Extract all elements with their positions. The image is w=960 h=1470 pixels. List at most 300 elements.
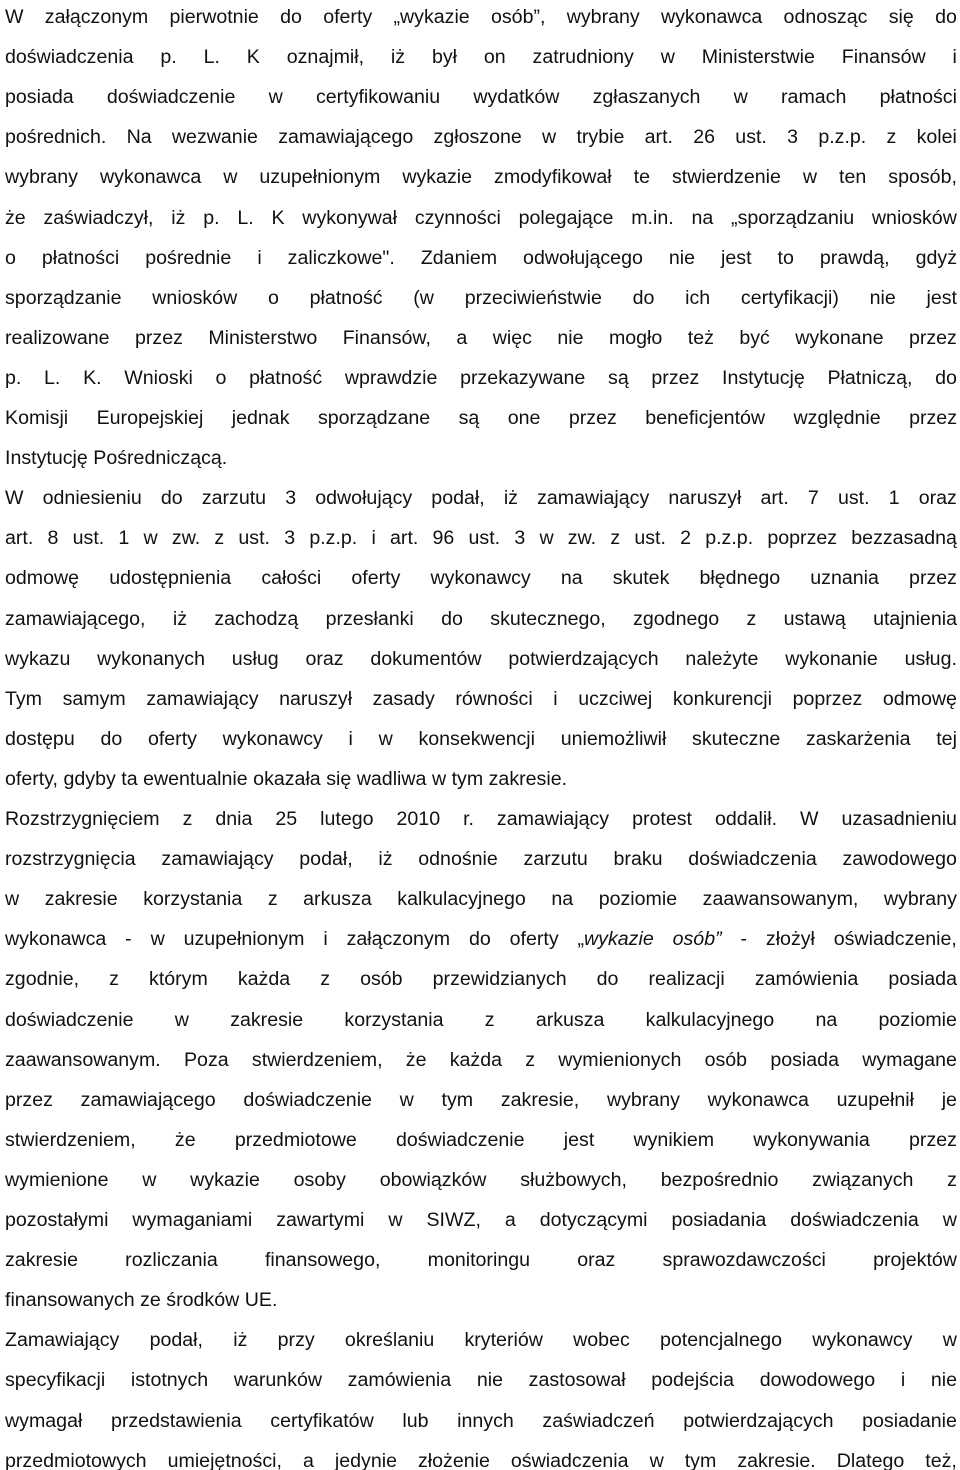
text-line [5, 363, 957, 393]
word: przez [909, 407, 957, 429]
word: kolei [916, 126, 957, 149]
word: na [691, 206, 714, 229]
word: Ministerstwie [701, 46, 815, 69]
word: stwierdzeniem, [251, 1048, 383, 1071]
word: jest [926, 286, 957, 309]
word: należyte [685, 647, 759, 670]
word: Wnioski [124, 366, 193, 389]
text-line [5, 243, 957, 273]
word: w [388, 1209, 403, 1231]
word: posiadanie [862, 1409, 957, 1432]
word: wynikiem [633, 1128, 715, 1151]
word: się [888, 6, 914, 28]
word: załączonym [346, 928, 451, 951]
word: nie [930, 1369, 957, 1392]
word: ramach [781, 86, 847, 109]
word: poprzez [792, 687, 863, 710]
word: W [800, 808, 819, 830]
word: i [952, 46, 957, 69]
word: art. [390, 527, 419, 550]
word: rozliczania [125, 1249, 218, 1272]
word: z [746, 607, 757, 630]
word: z [947, 1168, 957, 1191]
word: przedstawienia [110, 1409, 242, 1432]
word: w [660, 46, 675, 69]
word: okazała [253, 767, 321, 790]
word: na [560, 567, 583, 590]
word: zaświadczeń [542, 1409, 655, 1432]
word: z [267, 888, 278, 911]
word: 2010 [396, 808, 441, 830]
word: uzupełnionym [183, 928, 305, 951]
word: w [142, 1168, 157, 1191]
text-line [5, 563, 957, 593]
text-line [5, 2, 957, 32]
word: określaniu [344, 1329, 435, 1352]
word: całości [261, 567, 322, 590]
word: doświadczenie [5, 1008, 134, 1031]
word: 1 [888, 487, 900, 510]
word: projektów [873, 1249, 957, 1272]
word: iż [171, 206, 186, 229]
word: równości [455, 687, 533, 710]
word: na [815, 1008, 838, 1031]
word: kalkulacyjnego [645, 1008, 775, 1031]
word: zamawiającego [80, 1088, 216, 1111]
word: przy [277, 1329, 315, 1352]
word: wybrany [606, 1088, 680, 1111]
word: zamawiającego [278, 126, 414, 149]
text-line [5, 724, 957, 754]
word: ustawą [783, 607, 846, 630]
word: poziomie [878, 1008, 957, 1031]
word: finansowego, [264, 1249, 381, 1272]
word: załączonym [44, 6, 149, 28]
word: że [174, 1128, 196, 1151]
word: ust. [72, 527, 105, 550]
word: L. [44, 366, 61, 389]
word: gdyby [63, 767, 116, 790]
word: tym [684, 1449, 717, 1470]
word: zakresie. [488, 767, 568, 790]
text-line [5, 1085, 957, 1115]
word: stwierdzeniem, [5, 1128, 136, 1151]
word: arkusza [303, 888, 372, 911]
word: potwierdzających [683, 1409, 834, 1432]
text-line [5, 443, 957, 473]
word: do [632, 286, 655, 309]
word: polegające [518, 206, 614, 229]
word: przez [909, 567, 957, 590]
word: do [160, 487, 183, 510]
word: tej [936, 727, 957, 750]
word: gdyż [915, 246, 957, 269]
word: dostępu [5, 727, 75, 750]
word: odwołującego [523, 246, 643, 269]
word: w [649, 1449, 664, 1470]
word: uzupełnił [836, 1088, 914, 1111]
word: te [633, 166, 650, 189]
word: z [886, 126, 897, 149]
word: - [125, 928, 132, 951]
word: p. [160, 46, 177, 69]
word: wymienionych [558, 1048, 682, 1071]
word: zakresie, [500, 1088, 580, 1111]
word: a [504, 1209, 516, 1231]
word: a [302, 1449, 314, 1470]
word: podał, [431, 487, 485, 510]
word: w [268, 86, 283, 109]
word: Instytucję [5, 447, 88, 470]
word: bezpośrednio [660, 1168, 779, 1191]
word: Ministerstwo [208, 326, 318, 349]
word: przedmiotowe [234, 1128, 357, 1151]
word: wybrany [566, 6, 640, 28]
word: w [802, 166, 818, 189]
text-line [5, 1045, 957, 1075]
word: p.z.p. [818, 126, 867, 149]
word: rozstrzygnięcia [5, 848, 136, 871]
word: zamawiającego, [5, 607, 146, 630]
word: każda [237, 968, 291, 991]
word: z [320, 968, 331, 991]
word: do [596, 968, 619, 991]
word: wykonanych [97, 647, 205, 670]
word: wymaganiami [132, 1209, 253, 1231]
word: się [326, 767, 352, 790]
word: względnie [793, 407, 881, 429]
word: podał, [149, 1329, 203, 1352]
word: oferty [147, 727, 197, 750]
word: doświadczenia [5, 46, 134, 69]
word: wprawdzie [344, 366, 438, 389]
word: 25 [275, 808, 298, 830]
word: bezzasadną [851, 527, 957, 550]
word: zaawansowanym. [5, 1048, 161, 1071]
word: zmodyfikował [494, 166, 612, 189]
word: i [371, 527, 376, 550]
word: certyfikatów [270, 1409, 374, 1432]
word: pośrednich. [5, 126, 107, 149]
word: do [935, 366, 957, 389]
word: L. [237, 206, 254, 229]
word: „wykazie [577, 928, 654, 951]
word: oznajmił, [286, 46, 365, 69]
word: wobec [573, 1329, 630, 1352]
word: W [5, 6, 24, 28]
word: Tym [5, 687, 43, 710]
word: osób”, [490, 6, 546, 28]
word: konkurencji [672, 687, 772, 710]
word: ust. [468, 527, 501, 550]
word: zaawansowanym, [702, 888, 859, 911]
word: i [257, 246, 262, 269]
word: K [246, 46, 260, 69]
word: uzasadnieniu [841, 808, 957, 830]
word: skuteczne [692, 727, 781, 750]
word: wybrany [5, 166, 78, 189]
word: zakresie. [737, 1449, 816, 1470]
word: wykonywania [753, 1128, 870, 1151]
word: w [942, 1329, 957, 1352]
word: zakresie [230, 1008, 304, 1031]
text-line [5, 1325, 957, 1355]
word: są [458, 407, 480, 429]
text-line [5, 1125, 957, 1155]
word: dokumentów [370, 647, 482, 670]
word: zamawiający [496, 808, 610, 830]
text-line [5, 283, 957, 313]
word: 8 [47, 527, 59, 550]
text-line [5, 684, 957, 714]
word: nie [476, 1369, 503, 1392]
word: odnosząc [783, 6, 868, 28]
word: dowodowego [759, 1369, 876, 1392]
word: przeciwieństwie [464, 286, 602, 309]
word: certyfikacji) [740, 286, 839, 309]
word: zarzutu [201, 487, 267, 510]
text-line [5, 483, 957, 513]
word: wykonanie [785, 647, 878, 670]
word: p. [203, 206, 220, 229]
word: ten [839, 166, 867, 189]
word: i [900, 1369, 906, 1392]
word: 3 [787, 126, 799, 149]
word: art. [644, 126, 673, 149]
word: Na [126, 126, 152, 149]
word: korzystania [143, 888, 243, 911]
word: zaliczkowe". [287, 246, 395, 269]
word: je [941, 1088, 957, 1111]
word: skutecznego, [490, 607, 606, 630]
word: posiada [5, 86, 74, 109]
word: zamówienia [347, 1369, 452, 1392]
word: kalkulacyjnego [397, 888, 526, 911]
word: być [739, 326, 770, 349]
word: w [399, 1088, 414, 1111]
word: ich [685, 286, 711, 309]
word: kryteriów [464, 1329, 543, 1352]
word: są [608, 366, 629, 389]
word: doświadczenia [790, 1209, 919, 1231]
word: jednak [231, 407, 290, 429]
word: to [777, 246, 794, 269]
word: przez [908, 326, 957, 349]
word: przez [135, 326, 183, 349]
word: „wykazie [393, 6, 470, 28]
word: wykonawca [660, 6, 763, 28]
word: służbowych, [520, 1168, 627, 1191]
word: oferty [323, 6, 373, 28]
word: czynności [414, 206, 501, 229]
word: zgodnie, [5, 968, 80, 991]
word: podejścia [651, 1369, 735, 1392]
word: Finansów [841, 46, 926, 69]
word: 7 [807, 487, 819, 510]
word: wniosków [871, 206, 957, 229]
word: Pośredniczącą. [93, 447, 228, 470]
text-line [5, 1245, 957, 1275]
word: do [100, 727, 123, 750]
word: posiada [770, 1048, 839, 1071]
word: płatność [249, 366, 323, 389]
word: lub [402, 1409, 429, 1432]
word: naruszył [279, 687, 353, 710]
word: pośrednie [145, 246, 232, 269]
word: 3 [514, 527, 526, 550]
text-line [5, 323, 957, 353]
word: iż [390, 46, 406, 69]
word: doświadczenie [243, 1088, 372, 1111]
word: w [542, 126, 557, 149]
word: na [551, 888, 574, 911]
word: w [733, 86, 748, 109]
word: usług [231, 647, 279, 670]
word: posiadania [671, 1209, 767, 1231]
word: odniesieniu [42, 487, 142, 510]
word: wykonywał [302, 206, 398, 229]
word: 96 [432, 527, 455, 550]
word: wykazie [402, 166, 473, 189]
word: zamawiający [161, 848, 274, 871]
word: wymagane [862, 1048, 957, 1071]
word: ust. [238, 527, 270, 550]
word: pozostałymi [5, 1209, 109, 1231]
word: uznania [810, 567, 879, 590]
word: przekazywane [460, 366, 586, 389]
word: i [553, 687, 558, 710]
word: ewentualnie [143, 767, 248, 790]
word: o [5, 246, 16, 269]
word: wykonawca [99, 166, 202, 189]
word: Poza [183, 1048, 229, 1071]
word: wymagał [5, 1409, 83, 1432]
word: 3 [284, 527, 296, 550]
word: przez [651, 366, 700, 389]
word: wykonawcy [812, 1329, 913, 1352]
word: a [456, 326, 468, 349]
word: on [483, 46, 506, 69]
text-line [5, 884, 957, 914]
word: naruszył [668, 487, 742, 510]
word: potwierdzających [508, 647, 659, 670]
word: też [687, 326, 714, 349]
word: że [405, 1048, 427, 1071]
text-line [5, 1406, 957, 1436]
word: oraz [305, 647, 344, 670]
word: mogło [608, 326, 663, 349]
word: potencjalnego [660, 1329, 783, 1352]
word: z [109, 968, 119, 991]
word: skutek [612, 567, 670, 590]
word: zamawiający [537, 487, 650, 510]
word: braku [613, 848, 663, 871]
word: którym [149, 968, 208, 991]
word: związanych [812, 1168, 914, 1191]
word: r. [463, 808, 474, 830]
word: arkusza [535, 1008, 605, 1031]
word: zawodowego [842, 848, 957, 871]
word: środków [166, 1289, 240, 1312]
word: wykonawcy [222, 727, 323, 750]
word: W [5, 487, 24, 510]
word: do [935, 6, 957, 28]
text-line [5, 1005, 957, 1035]
word: oraz [918, 487, 957, 510]
word: i [348, 727, 353, 750]
word: zakresie [44, 888, 118, 911]
text-line [5, 804, 957, 834]
word: oraz [577, 1249, 616, 1272]
word: i [323, 928, 328, 951]
word: usług. [904, 647, 957, 670]
word: p. [5, 366, 22, 389]
word: zamawiający [146, 687, 259, 710]
word: 1 [118, 527, 130, 550]
word: że [5, 206, 26, 229]
word: w [223, 166, 238, 189]
word: zatrudniony [532, 46, 634, 69]
word: przez [568, 407, 617, 429]
word: oświadczenie, [833, 928, 957, 951]
word: obowiązków [379, 1168, 487, 1191]
word: p.z.p. [705, 527, 754, 550]
word: wniosków [152, 286, 238, 309]
word: wezwanie [171, 126, 258, 149]
text-line [5, 604, 957, 634]
word: osób [360, 968, 403, 991]
word: poziomie [598, 888, 678, 911]
word: oświadczenia [510, 1449, 629, 1470]
word: zakresie [5, 1249, 78, 1272]
word: art. [5, 527, 34, 550]
word: realizowane [5, 326, 110, 349]
text-line [5, 844, 957, 874]
word: odwołujący [315, 487, 413, 510]
word: istotnych [130, 1369, 209, 1392]
text-line [5, 964, 957, 994]
word: Finansów, [342, 326, 431, 349]
word: Komisji [5, 407, 69, 429]
text-line [5, 1365, 957, 1395]
word: uczciwej [578, 687, 653, 710]
word: doświadczenie [396, 1128, 525, 1151]
word: z [484, 1008, 495, 1031]
word: złożył [765, 928, 815, 951]
word: wykonawcy [430, 567, 531, 590]
word: płatność [309, 286, 383, 309]
word: dotyczącymi [539, 1209, 648, 1231]
word: specyfikacji [5, 1369, 106, 1392]
word: przedmiotowych [5, 1449, 147, 1470]
word: Europejskiej [96, 407, 204, 429]
text-line [5, 82, 957, 112]
word: zarzutu [523, 848, 588, 871]
word: w [150, 928, 165, 951]
word: korzystania [344, 1008, 444, 1031]
word: wymienione [5, 1168, 109, 1191]
word: zgodnego [633, 607, 720, 630]
word: monitoringu [427, 1249, 531, 1272]
word: o [215, 366, 227, 389]
word: wykazu [5, 647, 71, 670]
word: Instytucję [722, 366, 805, 389]
word: nie [557, 326, 584, 349]
word: zasady [372, 687, 435, 710]
word: m.in. [631, 206, 674, 229]
word: uniemożliwił [560, 727, 667, 750]
word: innych [457, 1409, 514, 1432]
